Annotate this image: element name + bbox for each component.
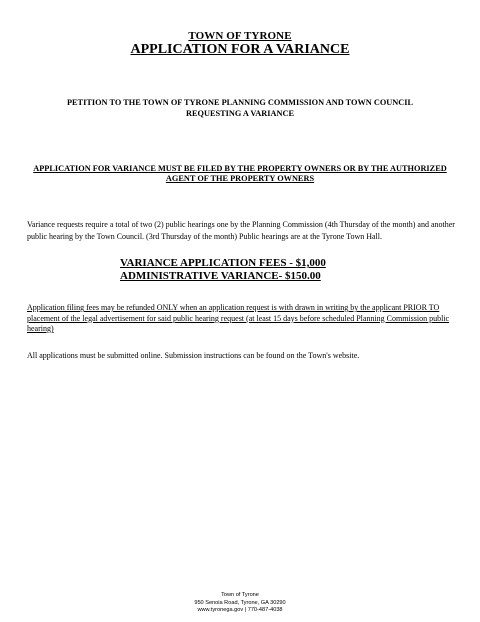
footer-town-name: Town of Tyrone <box>221 592 259 598</box>
document-title: APPLICATION FOR A VARIANCE <box>130 42 350 57</box>
page-footer <box>0 592 480 615</box>
filing-notice: APPLICATION FOR VARIANCE MUST BE FILED BY THE PROPERTY OWNERS OR BY THE AUTHORIZED AGENT OF THE PROPERTY OWNERS <box>33 164 447 183</box>
hearings-paragraph: Variance requests require a total of two (2) public hearings one by the Planning Commission (4th Thursday of the month) and another public hearing by the Town Council. (3rd Thursday of the month) Public hearings are at the Tyrone Town Hall. <box>27 220 455 241</box>
refund-paragraph: Application filing fees may be refunded ONLY when an application request is with drawn in writing by the applicant PRIOR TO placement of the legal advertisement for said public hearing request (at least 15 days before scheduled Planning Commission public hearing) <box>27 303 450 333</box>
administrative-fee: ADMINISTRATIVE VARIANCE- $150.00 <box>120 270 321 282</box>
footer-contact: www.tyronega.gov | 770-487-4038 <box>197 607 283 613</box>
submission-paragraph: All applications must be submitted online. Submission instructions can be found on the Town's website. <box>27 351 360 360</box>
town-heading: TOWN OF TYRONE <box>188 30 292 42</box>
variance-fee: VARIANCE APPLICATION FEES - $1,000 <box>120 257 326 269</box>
fees-block <box>120 257 380 283</box>
footer-address: 950 Senoia Road, Tyrone, GA 30290 <box>194 599 286 606</box>
petition-heading: PETITION TO THE TOWN OF TYRONE PLANNING COMMISSION AND TOWN COUNCIL REQUESTING A VARIANCE <box>66 98 414 118</box>
